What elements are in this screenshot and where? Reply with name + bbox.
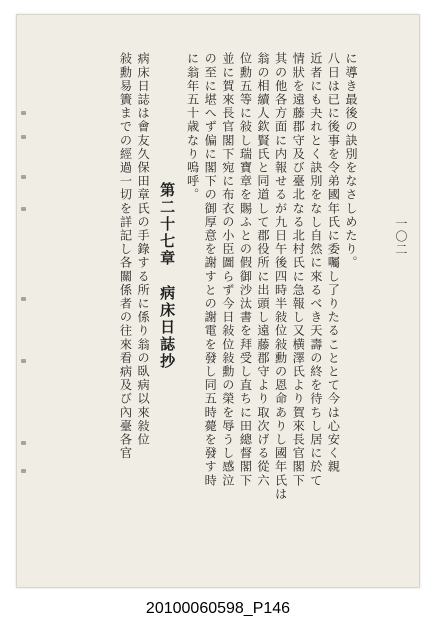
page-number: 一〇二	[394, 217, 408, 256]
binding-hole-mark	[21, 135, 26, 139]
binding-hole-mark	[21, 175, 26, 179]
text-line: 近者にも夬れとく訣別をなし自然に來るべき天壽の終を待ちし居に於て	[308, 52, 323, 488]
text-line: 位勳五等に敍し瑞寶章を賜ふとの假御沙汰書を拜受し直ちに田總督閣下	[238, 52, 253, 488]
chapter-heading	[155, 182, 179, 532]
binding-hole-mark	[21, 441, 26, 445]
text-line: 病床日誌は會友久保田章氏の手錄する所に係り翁の臥病以來敍位	[136, 52, 151, 447]
binding-hole-mark	[21, 297, 26, 301]
text-line: に導き最後の訣別をなさしめたり。	[344, 52, 358, 270]
text-line: 並に賀來長官閣下宛に布衣の小臣圖らず今日敍位敍勳の榮を辱うし感泣	[220, 52, 235, 488]
binding-hole-mark	[21, 111, 26, 115]
text-line: 八日は已に後事を令弟國年氏に委囑し了りたることとて今は心安く親	[326, 52, 341, 474]
binding-hole-mark	[21, 469, 26, 473]
chapter-number: 第二十七章	[158, 182, 177, 267]
image-caption: 20100060598_P146	[145, 600, 291, 617]
chapter-title: 病床日誌抄	[158, 285, 177, 370]
text-line: 敍勳易簀までの經過一切を詳記し各關係者の往來看病及び內臺各官	[118, 52, 133, 460]
text-line: に翁年五十歳なり嗚呼。	[185, 52, 200, 202]
text-line: の至に堪へず偏に閣下の御厚意を謝すとの謝電を發し同五時薨を發す時	[203, 52, 218, 488]
vertical-text-block	[113, 52, 359, 532]
binding-hole-mark	[21, 359, 26, 363]
text-line: 其の他各方面に内報せるが九日午後四時半敍位敍勳の恩命ありし國年氏は	[273, 52, 288, 501]
text-line: 翁の相續人欽賢氏と同道して郡役所に出頭し遠藤郡守より取次げる從六	[256, 52, 271, 488]
text-line: 情狀を遠藤郡守及び臺北なる北村氏に急報し又横澤氏より賀來長官閣下	[291, 52, 306, 488]
binding-hole-mark	[21, 207, 26, 211]
